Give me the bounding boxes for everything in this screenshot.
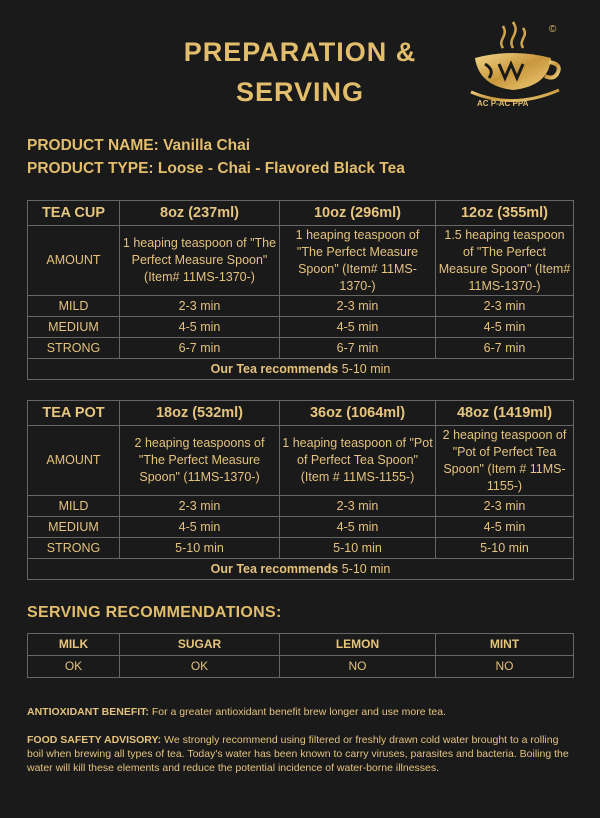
table-row <box>28 226 574 296</box>
product-type-value: Loose - Chai - Flavored Black Tea <box>157 160 405 177</box>
header-cell: TEA POT <box>28 401 120 426</box>
table-cell: 6-7 min <box>120 338 280 359</box>
table-row <box>28 426 574 496</box>
row-label: STRONG <box>28 338 120 359</box>
antioxidant-label: ANTIOXIDANT BENEFIT: <box>27 706 149 718</box>
antioxidant-text: For a greater antioxidant benefit brew longer and use more tea. <box>151 706 447 718</box>
header-cell: 8oz (237ml) <box>120 201 280 226</box>
product-name-value: Vanilla Chai <box>163 137 251 154</box>
table-cell: NO <box>436 656 574 678</box>
table-cell: OK <box>28 656 120 678</box>
recommend-value: 5-10 min <box>341 561 391 576</box>
table-header-row <box>28 201 574 226</box>
product-name-line <box>27 137 250 155</box>
page-title <box>150 32 450 112</box>
recommend-row <box>28 559 574 580</box>
food-safety-label: FOOD SAFETY ADVISORY: <box>27 734 162 746</box>
row-label: MEDIUM <box>28 317 120 338</box>
table-cell: 1 heaping teaspoon of "The Perfect Measure Spoon" (Item# 11MS-1370-) <box>120 226 280 296</box>
title-line-1: PREPARATION & <box>183 37 417 67</box>
antioxidant-note <box>27 705 577 719</box>
row-label: AMOUNT <box>28 426 120 496</box>
header-cell: 48oz (1419ml) <box>436 401 574 426</box>
table-cell: 4-5 min <box>436 317 574 338</box>
header-cell: TEA CUP <box>28 201 120 226</box>
table-cell: NO <box>280 656 436 678</box>
table-cell: 1 heaping teaspoon of "Pot of Perfect Tea Spoon" (Item # 11MS-1155-) <box>280 426 436 496</box>
table-cell: 2-3 min <box>280 296 436 317</box>
table-row <box>28 517 574 538</box>
table-cell: 1.5 heaping teaspoon of "The Perfect Measure Spoon" (Item# 11MS-1370-) <box>436 226 574 296</box>
table-cell: 2 heaping teaspoons of "The Perfect Measure Spoon" (11MS-1370-) <box>120 426 280 496</box>
row-label: MEDIUM <box>28 517 120 538</box>
table-cell: 6-7 min <box>436 338 574 359</box>
tea-cup-logo-icon <box>465 18 565 108</box>
table-cell: 4-5 min <box>280 317 436 338</box>
product-type-label: PRODUCT TYPE: <box>27 160 154 177</box>
table-cell: 6-7 min <box>280 338 436 359</box>
table-cell: 2-3 min <box>436 496 574 517</box>
header-cell: 12oz (355ml) <box>436 201 574 226</box>
row-label: AMOUNT <box>28 226 120 296</box>
copyright-symbol: © <box>549 24 557 35</box>
table-row <box>28 496 574 517</box>
tea-pot-table <box>27 400 574 580</box>
food-safety-note <box>27 733 577 775</box>
food-safety-text: We strongly recommend using filtered or freshly drawn cold water brought to a rolling boil when brewing all types of tea. Today's water has been known to carry viruses, parasites and bacteria. Boiling the water will kill these elements and reduce the potential incidence of water-borne illnesses. <box>27 734 569 774</box>
product-name-label: PRODUCT NAME: <box>27 137 159 154</box>
recommend-cell <box>28 559 574 580</box>
table-cell: 4-5 min <box>120 517 280 538</box>
recommend-row <box>28 359 574 380</box>
recommend-label: Our Tea recommends <box>210 361 339 376</box>
header-cell: MILK <box>28 634 120 656</box>
row-label: MILD <box>28 496 120 517</box>
table-row <box>28 296 574 317</box>
table-cell: 1 heaping teaspoon of "The Perfect Measure Spoon" (Item# 11MS-1370-) <box>280 226 436 296</box>
logo-text: AC P-AC PPA <box>477 99 529 108</box>
table-row <box>28 656 574 678</box>
recommend-value: 5-10 min <box>341 361 391 376</box>
table-cell: 2-3 min <box>120 496 280 517</box>
table-cell: 4-5 min <box>436 517 574 538</box>
title-line-2: SERVING <box>235 77 365 107</box>
header-cell: LEMON <box>280 634 436 656</box>
table-header-row <box>28 634 574 656</box>
row-label: MILD <box>28 296 120 317</box>
table-cell: 2 heaping teaspoon of "Pot of Perfect Tea Spoon" (Item # 11MS-1155-) <box>436 426 574 496</box>
recommend-label: Our Tea recommends <box>210 561 339 576</box>
table-cell: OK <box>120 656 280 678</box>
row-label: STRONG <box>28 538 120 559</box>
table-cell: 5-10 min <box>120 538 280 559</box>
table-header-row <box>28 401 574 426</box>
table-cell: 5-10 min <box>436 538 574 559</box>
product-type-line <box>27 160 405 178</box>
header-cell: MINT <box>436 634 574 656</box>
table-cell: 2-3 min <box>280 496 436 517</box>
tea-cup-table <box>27 200 574 380</box>
table-cell: 2-3 min <box>120 296 280 317</box>
table-cell: 2-3 min <box>436 296 574 317</box>
table-row <box>28 338 574 359</box>
header-cell: 36oz (1064ml) <box>280 401 436 426</box>
table-cell: 5-10 min <box>280 538 436 559</box>
table-cell: 4-5 min <box>120 317 280 338</box>
serving-recommendations-title: SERVING RECOMMENDATIONS: <box>27 604 282 621</box>
header-cell: 10oz (296ml) <box>280 201 436 226</box>
table-cell: 4-5 min <box>280 517 436 538</box>
table-row <box>28 317 574 338</box>
header-cell: 18oz (532ml) <box>120 401 280 426</box>
serving-table <box>27 633 574 678</box>
table-row <box>28 538 574 559</box>
header-cell: SUGAR <box>120 634 280 656</box>
recommend-cell <box>28 359 574 380</box>
